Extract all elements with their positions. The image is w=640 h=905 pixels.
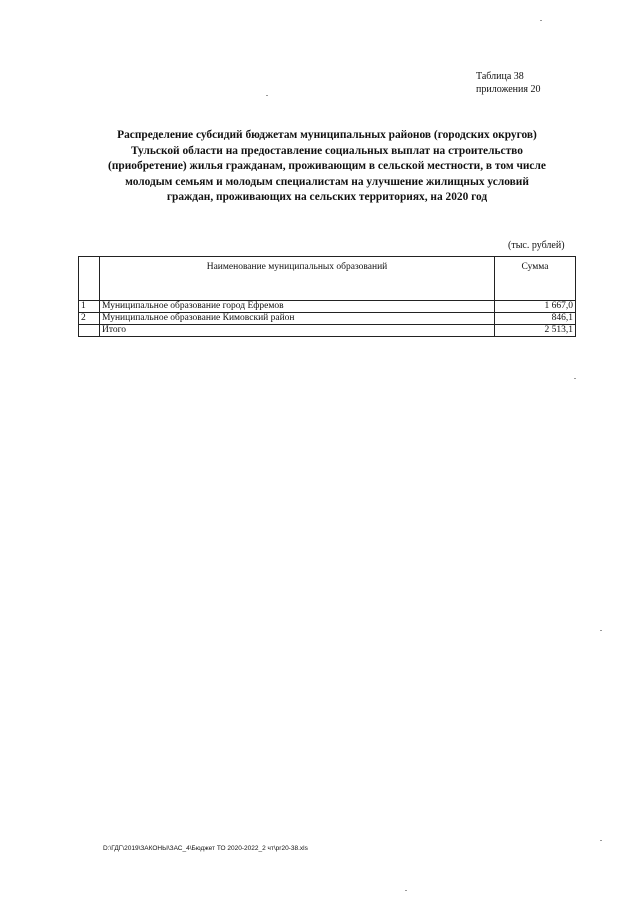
header-name-cell: Наименование муниципальных образований — [100, 257, 495, 301]
row-name: Муниципальное образование город Ефремов — [100, 301, 495, 313]
title-line: (приобретение) жилья гражданам, проживающим в сельской местности, в том числе — [108, 160, 546, 172]
total-amount: 2 513,1 — [495, 325, 576, 337]
row-name: Муниципальное образование Кимовский район — [100, 313, 495, 325]
title-line: Распределение субсидий бюджетам муниципальных районов (городских округов) — [117, 129, 537, 141]
header-amount-cell: Сумма — [495, 257, 576, 301]
row-amount: 1 667,0 — [495, 301, 576, 313]
units-label: (тыс. рублей) — [508, 240, 565, 251]
subsidy-table — [78, 256, 576, 337]
row-number: 2 — [79, 313, 100, 325]
table-number: Таблица 38 — [476, 71, 524, 82]
row-amount: 846,1 — [495, 313, 576, 325]
row-number: 1 — [79, 301, 100, 313]
file-path-footer: D:\ГДГ\2019\ЗАКОНЫ\ЗАС_4\Бюджет ТО 2020-2022_2 чт\pr20-38.xls — [103, 845, 308, 852]
title-line: молодым семьям и молодым специалистам на улучшение жилищных условий — [125, 175, 529, 188]
total-label: Итого — [100, 325, 495, 337]
header-num-cell — [79, 257, 100, 301]
document-title — [82, 128, 572, 206]
table-total-row — [79, 325, 576, 337]
table-reference — [476, 70, 540, 96]
total-number-cell — [79, 325, 100, 337]
title-line: граждан, проживающих на сельских территориях, на 2020 год — [166, 191, 488, 203]
scan-speck — [600, 840, 602, 841]
table-row — [79, 313, 576, 325]
appendix-number: приложения 20 — [476, 84, 541, 95]
scan-speck — [266, 95, 268, 96]
scan-speck — [574, 378, 576, 379]
scan-speck — [600, 630, 602, 631]
title-line: Тульской области на предоставление социальных выплат на строительство — [131, 144, 523, 157]
table-header-row — [79, 257, 576, 301]
scan-speck — [540, 20, 542, 21]
scan-speck — [405, 890, 407, 891]
table-row — [79, 301, 576, 313]
